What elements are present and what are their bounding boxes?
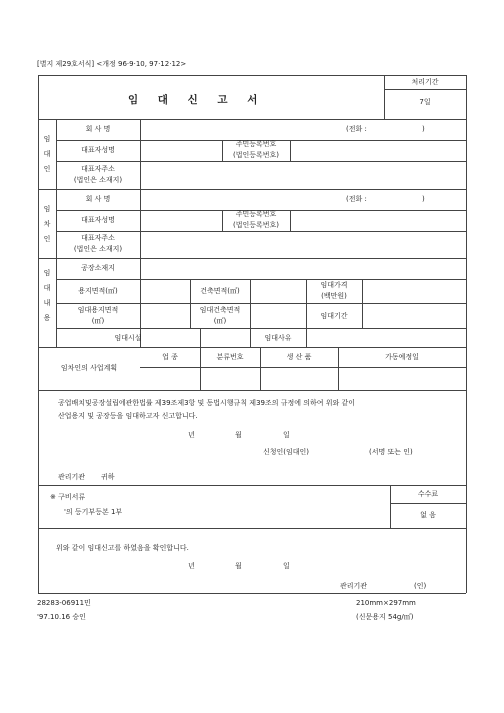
lessee-rep-name-label: 대표자성명: [81, 216, 115, 224]
lessee-phone-close: ): [422, 195, 425, 203]
declaration-line-2: 산업용지 및 공장등을 임대하고자 신고합니다.: [58, 412, 198, 420]
processing-period-label: 처리기간: [411, 78, 439, 86]
lessor-rep-name-label: 대표자성명: [81, 146, 115, 154]
confirmation-year: 년: [188, 562, 195, 570]
lessor-section-label: 임대인: [43, 135, 51, 173]
lessee-section-label: 임차인: [43, 205, 51, 243]
confirmation-authority: 관리기관: [340, 582, 368, 590]
approval-date: '97.10.16 승인: [37, 613, 86, 621]
col-industry-header: 업 종: [162, 353, 178, 361]
lessee-reg-no-label: 주민등록번호 (법인등록번호): [232, 210, 280, 229]
confirmation-seal: (인): [414, 582, 427, 590]
lessor-reg-no-label: 주민등록번호 (법인등록번호): [232, 140, 280, 159]
lessor-address-label: 대표자주소 (법인은 소재지): [73, 165, 123, 184]
confirmation-text: 위와 같이 임대신고를 하였음을 확인합니다.: [56, 544, 189, 552]
declaration-month: 월: [235, 431, 242, 439]
lease-period-label: 임대기간: [320, 312, 348, 320]
processing-period-value: 7일: [419, 98, 431, 106]
required-documents-label: ※ 구비서류: [50, 493, 86, 501]
form-number: 28283-06911민: [37, 599, 91, 607]
lease-section-label: 임대내용: [43, 269, 51, 322]
required-document-item: '의 등기부등본 1부: [64, 508, 123, 516]
lessee-address-label: 대표자주소 (법인은 소재지): [73, 234, 123, 253]
building-area-label: 건축면적(㎡): [200, 287, 240, 295]
factory-location-label: 공장소재지: [81, 264, 115, 272]
signature-label: (서명 또는 인): [369, 448, 413, 456]
lessor-phone-close: ): [422, 125, 425, 133]
lease-facility-label: 임대시설: [114, 334, 142, 342]
declaration-day: 일: [283, 431, 290, 439]
addressee-suffix: 귀하: [101, 473, 115, 481]
declaration-line-1: 공업배치및공장설립에관한법률 제39조제3항 및 동법시행규칙 제39조의 규정에 의하여 위와 같이: [58, 399, 356, 407]
lease-land-area-label: 임대용지면적 (㎡): [77, 306, 119, 325]
col-start-date-header: 가동예정일: [385, 353, 419, 361]
lessee-company-label: 회 사 명: [85, 195, 111, 203]
lease-reason-label: 임대사유: [264, 334, 292, 342]
lease-building-area-label: 임대건축면적 (㎡): [199, 306, 241, 325]
col-classification-header: 분류번호: [216, 353, 244, 361]
form-title: 임 대 신 고 서: [128, 94, 266, 106]
confirmation-month: 월: [235, 562, 242, 570]
confirmation-day: 일: [283, 562, 290, 570]
applicant-label: 신청인(임대인): [263, 448, 310, 456]
paper-size: 210mm×297mm: [356, 599, 416, 607]
lessee-phone-label: (전화 :: [346, 195, 367, 203]
lessor-company-label: 회 사 명: [85, 125, 111, 133]
form-header-note: [별지 제29호서식] <개정 96·9·10, 97·12·12>: [37, 60, 187, 68]
lessor-phone-label: (전화 :: [346, 125, 367, 133]
land-area-label: 용지면적(㎡): [78, 287, 118, 295]
paper-type: (신문용지 54g/㎡): [356, 613, 414, 621]
business-plan-label: 임차인의 사업계획: [60, 364, 118, 372]
declaration-year: 년: [188, 431, 195, 439]
fee-label: 수수료: [417, 490, 439, 498]
col-product-header: 생 산 품: [286, 353, 312, 361]
lease-price-label: 임대가격 (백만원): [320, 281, 348, 300]
fee-value: 없 음: [420, 511, 436, 519]
addressee-authority: 관리기관: [58, 473, 86, 481]
